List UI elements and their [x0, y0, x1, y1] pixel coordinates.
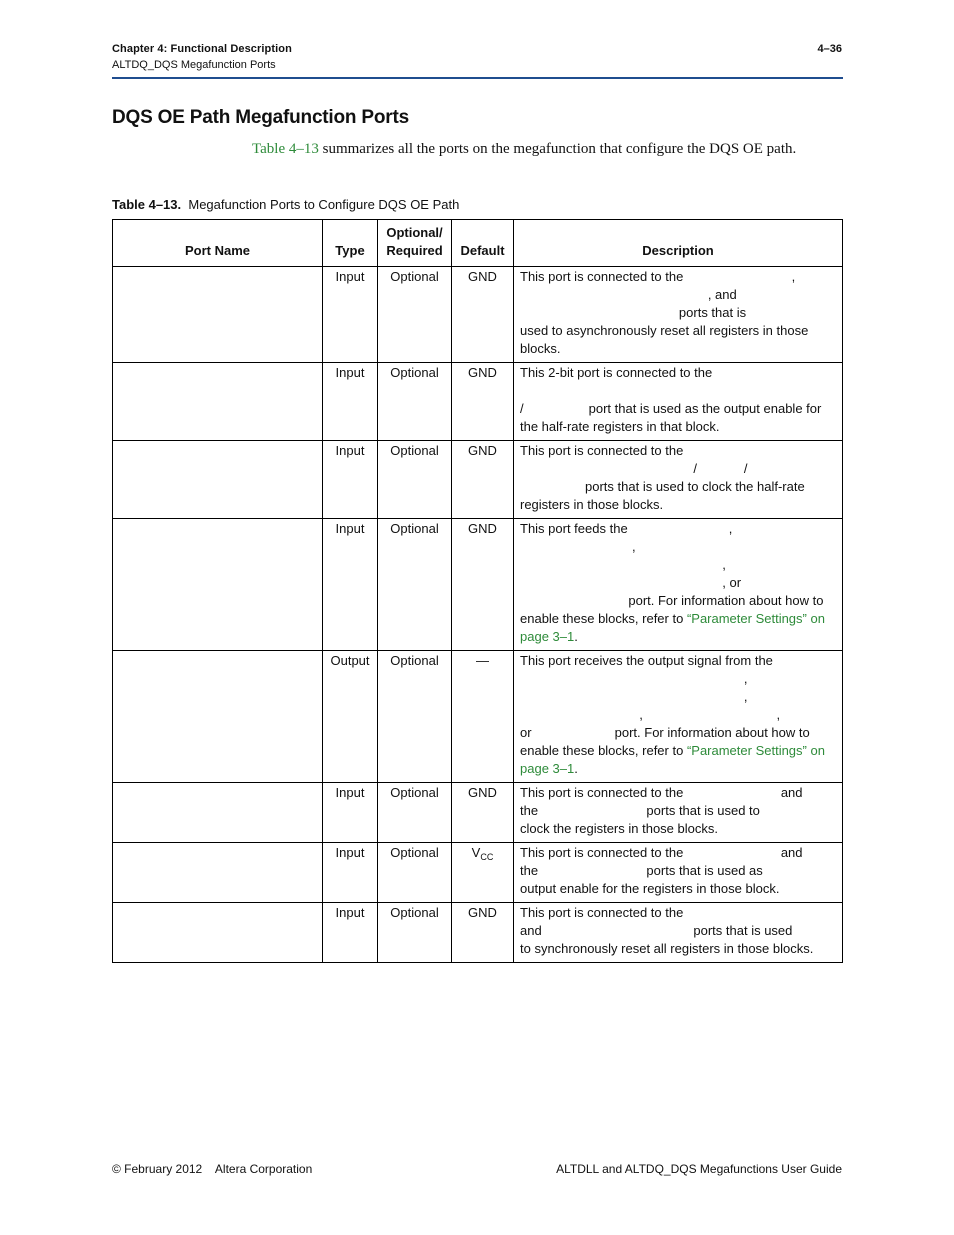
type-cell: Input [323, 267, 378, 363]
table-caption [112, 197, 459, 212]
ports-table [112, 219, 843, 963]
description-line: used to asynchronously reset all registers in those [520, 323, 809, 338]
parameter-settings-link[interactable]: “Parameter Settings” on page 3–1 [520, 611, 825, 644]
description-line: output enable for the registers in those block. [520, 881, 780, 896]
description-line: / / [520, 461, 748, 476]
table-row [113, 441, 843, 519]
description-text: enable these blocks, refer to [520, 743, 687, 758]
description-line: ports that is used to clock the half-rate [520, 479, 805, 494]
table-row [113, 519, 843, 651]
description-line: ports that is [520, 305, 747, 320]
description-line: registers in those blocks. [520, 497, 664, 512]
port-name-cell [113, 903, 323, 963]
description-period: . [574, 761, 578, 776]
header-rule [112, 77, 843, 79]
default-cell: GND [452, 903, 514, 963]
optional-required-cell: Optional [378, 441, 452, 519]
description-line: This port is connected to the [520, 905, 684, 920]
default-cell [452, 843, 514, 903]
type-cell: Input [323, 783, 378, 843]
description-line: blocks. [520, 341, 561, 356]
description-line: , [520, 671, 748, 686]
default-cell: — [452, 651, 514, 783]
description-line: This port is connected to the and [520, 785, 803, 800]
description-line: This port receives the output signal from the [520, 653, 773, 668]
description-line: , or [520, 575, 742, 590]
description-line: the ports that is used as [520, 863, 763, 878]
optional-required-cell: Optional [378, 267, 452, 363]
optional-required-cell: Optional [378, 843, 452, 903]
type-cell: Input [323, 363, 378, 441]
description-line: clock the registers in those blocks. [520, 821, 718, 836]
type-cell: Input [323, 843, 378, 903]
optional-required-cell: Optional [378, 519, 452, 651]
type-cell: Input [323, 903, 378, 963]
header-description: Description [514, 220, 843, 267]
optional-required-cell: Optional [378, 903, 452, 963]
description-line [520, 610, 834, 646]
description-line: to synchronously reset all registers in those blocks. [520, 941, 814, 956]
type-cell: Input [323, 519, 378, 651]
table-row [113, 363, 843, 441]
description-line: , [520, 557, 726, 572]
description-line [520, 742, 834, 778]
section-title: DQS OE Path Megafunction Ports [112, 107, 409, 128]
port-name-cell [113, 441, 323, 519]
default-subscript: CC [480, 852, 494, 862]
section-running-head: ALTDQ_DQS Megafunction Ports [112, 59, 276, 71]
header-port-name: Port Name [113, 220, 323, 267]
description-text: enable these blocks, refer to [520, 611, 687, 626]
description-cell [514, 903, 843, 963]
description-line [520, 382, 834, 400]
description-cell [514, 651, 843, 783]
footer-copyright: © February 2012 Altera Corporation [112, 1162, 313, 1176]
header-optional-required [378, 220, 452, 267]
description-line: the half-rate registers in that block. [520, 419, 720, 434]
parameter-settings-link[interactable]: “Parameter Settings” on page 3–1 [520, 743, 825, 776]
footer-doc-title: ALTDLL and ALTDQ_DQS Megafunctions User Guide [556, 1162, 842, 1176]
page-number: 4–36 [817, 43, 842, 55]
table-caption-text: Megafunction Ports to Configure DQS OE Path [181, 197, 460, 212]
description-line: This port is connected to the , [520, 269, 796, 284]
default-cell: GND [452, 441, 514, 519]
table-row [113, 651, 843, 783]
description-cell [514, 519, 843, 651]
description-line: This port is connected to the [520, 443, 684, 458]
default-cell: GND [452, 519, 514, 651]
port-name-cell [113, 783, 323, 843]
description-line: , , [520, 707, 781, 722]
type-cell: Input [323, 441, 378, 519]
intro-paragraph [252, 139, 842, 159]
optional-required-cell: Optional [378, 783, 452, 843]
chapter-heading: Chapter 4: Functional Description [112, 43, 292, 55]
default-value: V [471, 845, 481, 860]
table-caption-label: Table 4–13. [112, 197, 182, 212]
table-header-row [113, 220, 843, 267]
default-cell: GND [452, 363, 514, 441]
description-cell [514, 267, 843, 363]
port-name-cell [113, 843, 323, 903]
description-period: . [574, 629, 578, 644]
description-line: or port. For information about how to [520, 725, 810, 740]
header-type: Type [323, 220, 378, 267]
header-default: Default [452, 220, 514, 267]
description-line: , [520, 539, 636, 554]
intro-text: summarizes all the ports on the megafunction that configure the DQS OE path. [318, 141, 797, 157]
description-line: / port that is used as the output enable for [520, 401, 822, 416]
description-line: and ports that is used [520, 923, 793, 938]
description-cell [514, 843, 843, 903]
description-line: , [520, 689, 748, 704]
type-cell: Output [323, 651, 378, 783]
description-line: This port is connected to the and [520, 845, 803, 860]
description-cell [514, 783, 843, 843]
table-row [113, 267, 843, 363]
port-name-cell [113, 651, 323, 783]
header-optional-required-text: Optional/ Required [386, 225, 443, 258]
port-name-cell [113, 267, 323, 363]
description-line: the ports that is used to [520, 803, 760, 818]
default-cell: GND [452, 783, 514, 843]
description-line: port. For information about how to [520, 593, 824, 608]
table-reference-link[interactable]: Table 4–13 [252, 141, 319, 157]
description-line: , and [520, 287, 737, 302]
port-name-cell [113, 363, 323, 441]
table-row [113, 843, 843, 903]
optional-required-cell: Optional [378, 651, 452, 783]
table-row [113, 783, 843, 843]
optional-required-cell: Optional [378, 363, 452, 441]
description-cell [514, 363, 843, 441]
description-line: This port feeds the , [520, 521, 733, 536]
table-row [113, 903, 843, 963]
port-name-cell [113, 519, 323, 651]
description-cell [514, 441, 843, 519]
default-cell: GND [452, 267, 514, 363]
description-line: This 2-bit port is connected to the [520, 365, 713, 380]
